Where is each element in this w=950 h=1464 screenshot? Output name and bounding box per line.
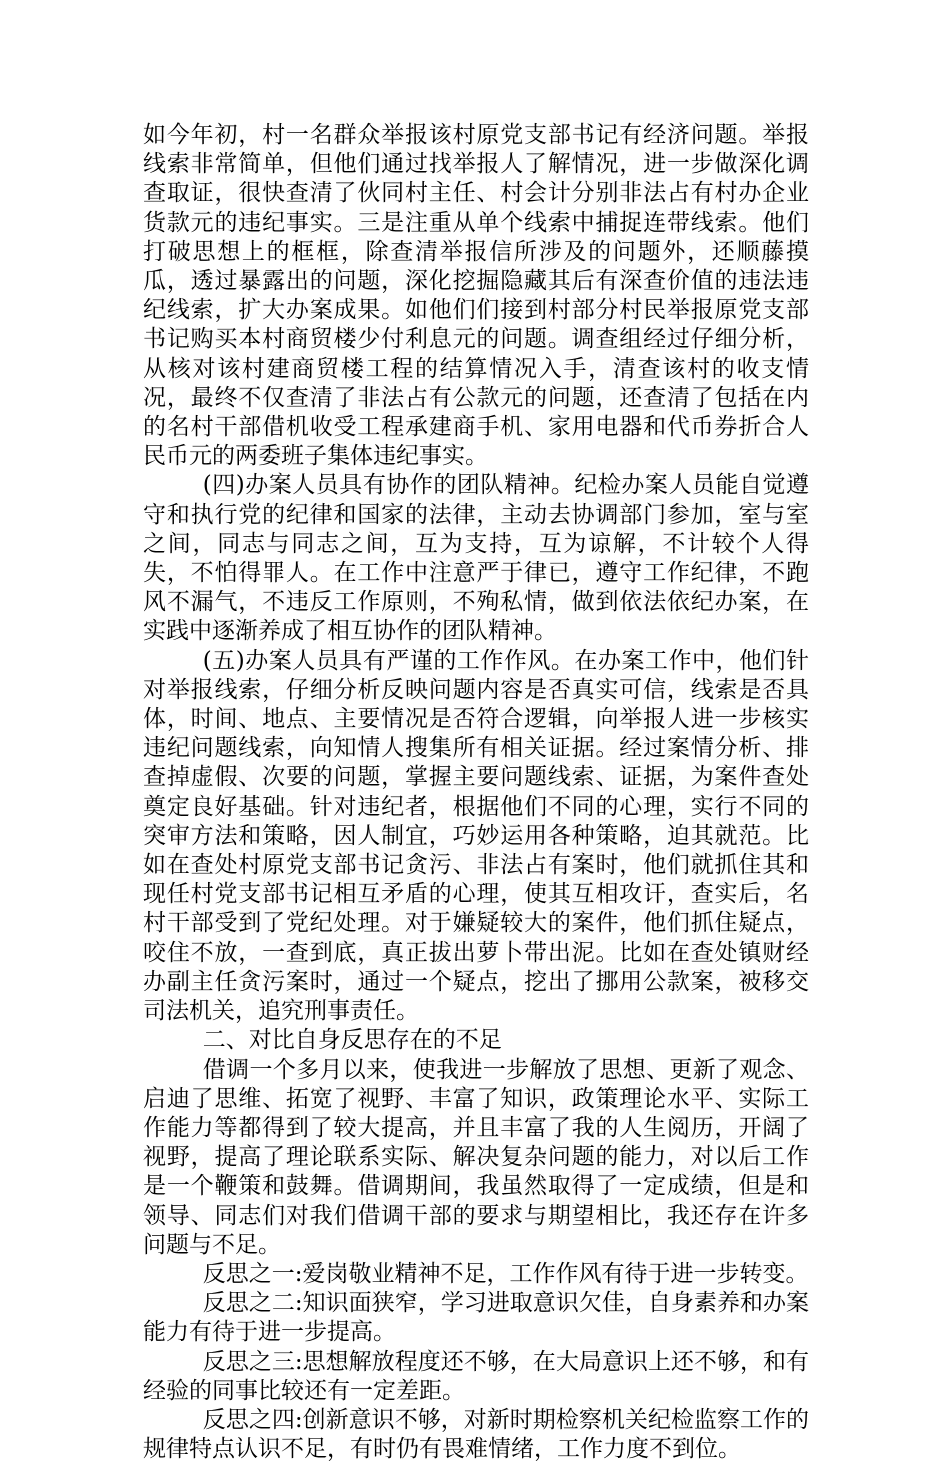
- reflection-item-1: 反思之一:爱岗敬业精神不足，工作作风有待于进一步转变。: [202, 1260, 809, 1287]
- reflection-item-3: 反思之三:思想解放程度还不够，在大局意识上还不够，和有经验的同事比较还有一定差距。: [143, 1348, 809, 1404]
- reflection-item-2: 反思之二:知识面狭窄，学习进取意识欠佳，自身素养和办案能力有待于进一步提高。: [143, 1290, 809, 1346]
- paragraph-case-clues: 如今年初，村一名群众举报该村原党支部书记有经济问题。举报线索非常简单，但他们通过找举报人了解情况，进一步做深化调查取证，很快查清了伙同村主任、村会计分别非法占有村办企业货款元的违纪事实。三是注重从单个线索中捕捉连带线索。他们打破思想上的框框，除查清举报信所涉及的问题外，还顺藤摸瓜，透过暴露出的问题，深化挖掘隐藏其后有深查价值的违法违纪线索，扩大办案成果。如他们们接到村部分村民举报原党支部书记购买本村商贸楼少付利息元的问题。调查组经过仔细分析，从核对该村建商贸楼工程的结算情况入手，清查该村的收支情况，最终不仅查清了非法占有公款元的问题，还查清了包括在内的名村干部借机收受工程承建商手机、家用电器和代币券折合人民币元的两委班子集体违纪事实。: [143, 122, 809, 470]
- reflection-item-4: 反思之四:创新意识不够，对新时期检察机关纪检监察工作的规律特点认识不足，有时仍有畏难情绪，工作力度不到位。: [143, 1406, 809, 1463]
- paragraph-team-spirit: (四)办案人员具有协作的团队精神。纪检办案人员能自觉遵守和执行党的纪律和国家的法律，主动去协调部门参加，室与室之间，同志与同志之间，互为支持，互为谅解，不计较个人得失，不怕得罪人。在工作中注意严于律已，遵守工作纪律，不跑风不漏气，不违反工作原则，不殉私情，做到依法依纪办案，在实践中逐渐养成了相互协作的团队精神。: [143, 472, 809, 645]
- paragraph-work-style: (五)办案人员具有严谨的工作作风。在办案工作中，他们针对举报线索，仔细分析反映问题内容是否真实可信，线索是否具体，时间、地点、主要情况是否符合逻辑，向举报人进一步核实违纪问题线索，向知情人搜集所有相关证据。经过案情分析、排查掉虚假、次要的问题，掌握主要问题线索、证据，为案件查处奠定良好基础。针对违纪者，根据他们不同的心理，实行不同的突审方法和策略，因人制宜，巧妙运用各种策略，迫其就范。比如在查处村原党支部书记贪污、非法占有案时，他们就抓住其和现任村党支部书记相互矛盾的心理，使其互相攻讦，查实后，名村干部受到了党纪处理。对于嫌疑较大的案件，他们抓住疑点，咬住不放，一查到底，真正拔出萝卜带出泥。比如在查处镇财经办副主任贪污案时，通过一个疑点，挖出了挪用公款案，被移交司法机关，追究刑事责任。: [143, 647, 809, 1025]
- document-body: [143, 121, 809, 1464]
- section-heading-reflection: 二、对比自身反思存在的不足: [202, 1027, 502, 1054]
- paragraph-secondment-summary: 借调一个多月以来，使我进一步解放了思想、更新了观念、启迪了思维、拓宽了视野、丰富了知识，政策理论水平、实际工作能力等都得到了较大提高，并且丰富了我的人生阅历，开阔了视野，提高了理论联系实际、解决复杂问题的能力，对以后工作是一个鞭策和鼓舞。借调期间，我虽然取得了一定成绩，但是和领导、同志们对我们借调干部的要求与期望相比，我还存在许多问题与不足。: [143, 1056, 809, 1258]
